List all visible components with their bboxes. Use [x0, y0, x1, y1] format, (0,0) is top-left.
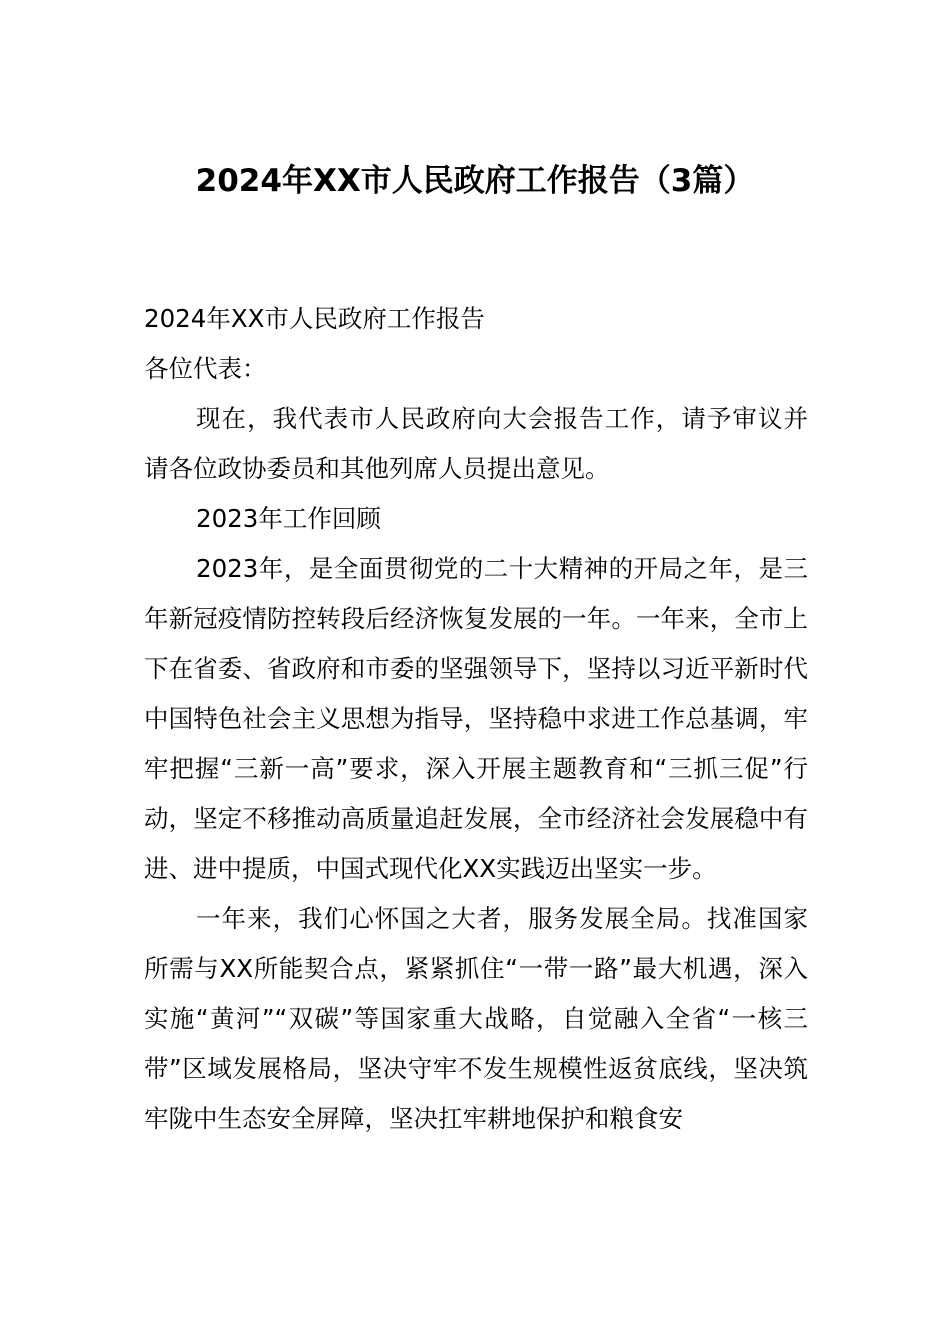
- document-body: [144, 294, 808, 1144]
- paragraph-development: 一年来，我们心怀国之大者，服务发展全局。找准国家所需与XX所能契合点，紧紧抓住“一带一路”最大机遇，深入实施“黄河”“双碳”等国家重大战略，自觉融入全省“一核三带”区域发展格局，坚决守牢不发生规模性返贫底线，坚决筑牢陇中生态安全屏障，坚决扛牢耕地保护和粮食安: [144, 904, 808, 1133]
- section-heading: 2023年工作回顾: [196, 504, 381, 533]
- paragraph-intro: 现在，我代表市人民政府向大会报告工作，请予审议并请各位政协委员和其他列席人员提出意见。: [144, 404, 808, 483]
- salutation: 各位代表：: [144, 354, 267, 383]
- report-subtitle: 2024年XX市人民政府工作报告: [144, 304, 485, 333]
- document-title: 2024年XX市人民政府工作报告（3篇）: [195, 163, 755, 199]
- paragraph-review: 2023年，是全面贯彻党的二十大精神的开局之年，是三年新冠疫情防控转段后经济恢复发展的一年。一年来，全市上下在省委、省政府和市委的坚强领导下，坚持以习近平新时代中国特色社会主义思想为指导，坚持稳中求进工作总基调，牢牢把握“三新一高”要求，深入开展主题教育和“三抓三促”行动，坚定不移推动高质量追赶发展，全市经济社会发展稳中有进、进中提质，中国式现代化XX实践迈出坚实一步。: [144, 554, 808, 883]
